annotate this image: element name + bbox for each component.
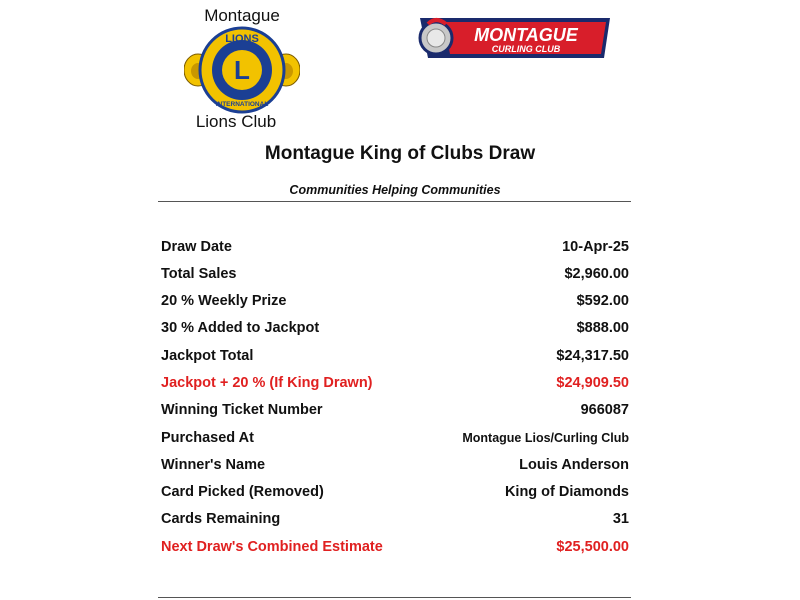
row-label: Draw Date: [161, 239, 232, 255]
row-label: Jackpot + 20 % (If King Drawn): [161, 375, 373, 391]
table-row: [161, 454, 629, 476]
table-row: [161, 317, 629, 339]
row-value: King of Diamonds: [504, 484, 629, 500]
lions-emblem-top-text: LIONS: [225, 33, 259, 45]
table-row: [161, 345, 629, 367]
divider-bottom: [158, 597, 631, 598]
row-value: $888.00: [576, 320, 629, 336]
table-row: [161, 481, 629, 503]
page-subtitle: Communities Helping Communities: [289, 183, 501, 197]
row-value: Montague Lios/Curling Club: [462, 431, 629, 445]
row-value: $592.00: [576, 293, 629, 309]
curling-logo-line2: CURLING CLUB: [491, 44, 561, 54]
row-value: $25,500.00: [556, 539, 629, 555]
row-label: Winner's Name: [161, 457, 266, 473]
lions-club-name-top: Montague: [204, 6, 280, 25]
row-label: Total Sales: [161, 266, 237, 282]
page-title: Montague King of Clubs Draw: [264, 143, 536, 164]
lions-emblem-letter: L: [234, 55, 250, 85]
row-label: 20 % Weekly Prize: [161, 293, 287, 309]
row-label: Jackpot Total: [161, 348, 254, 364]
row-label: Cards Remaining: [161, 511, 281, 527]
table-row: [161, 290, 629, 312]
row-value: 966087: [580, 402, 629, 418]
row-value: $24,317.50: [556, 348, 629, 364]
row-value: 10-Apr-25: [562, 239, 629, 255]
row-label: 30 % Added to Jackpot: [161, 320, 320, 336]
table-row: [161, 508, 629, 530]
row-label: Next Draw's Combined Estimate: [161, 539, 383, 555]
table-row: [161, 399, 629, 421]
table-row: [161, 427, 629, 449]
lions-club-logo: [184, 26, 300, 114]
row-label: Purchased At: [161, 430, 254, 446]
table-row: [161, 536, 629, 558]
table-row: [161, 236, 629, 258]
table-row: [161, 372, 629, 394]
row-label: Card Picked (Removed): [161, 484, 324, 500]
row-label: Winning Ticket Number: [161, 402, 323, 418]
curling-club-logo: [414, 10, 614, 66]
lions-emblem-bottom-text: INTERNATIONAL: [215, 101, 269, 108]
curling-logo-line1: MONTAGUE: [474, 25, 578, 45]
table-row: [161, 263, 629, 285]
row-value: $24,909.50: [556, 375, 629, 391]
lions-club-name-bottom: Lions Club: [195, 112, 277, 131]
row-value: Louis Anderson: [519, 457, 629, 473]
row-value: 31: [612, 511, 629, 527]
divider-top: [158, 201, 631, 202]
row-value: $2,960.00: [564, 266, 629, 282]
